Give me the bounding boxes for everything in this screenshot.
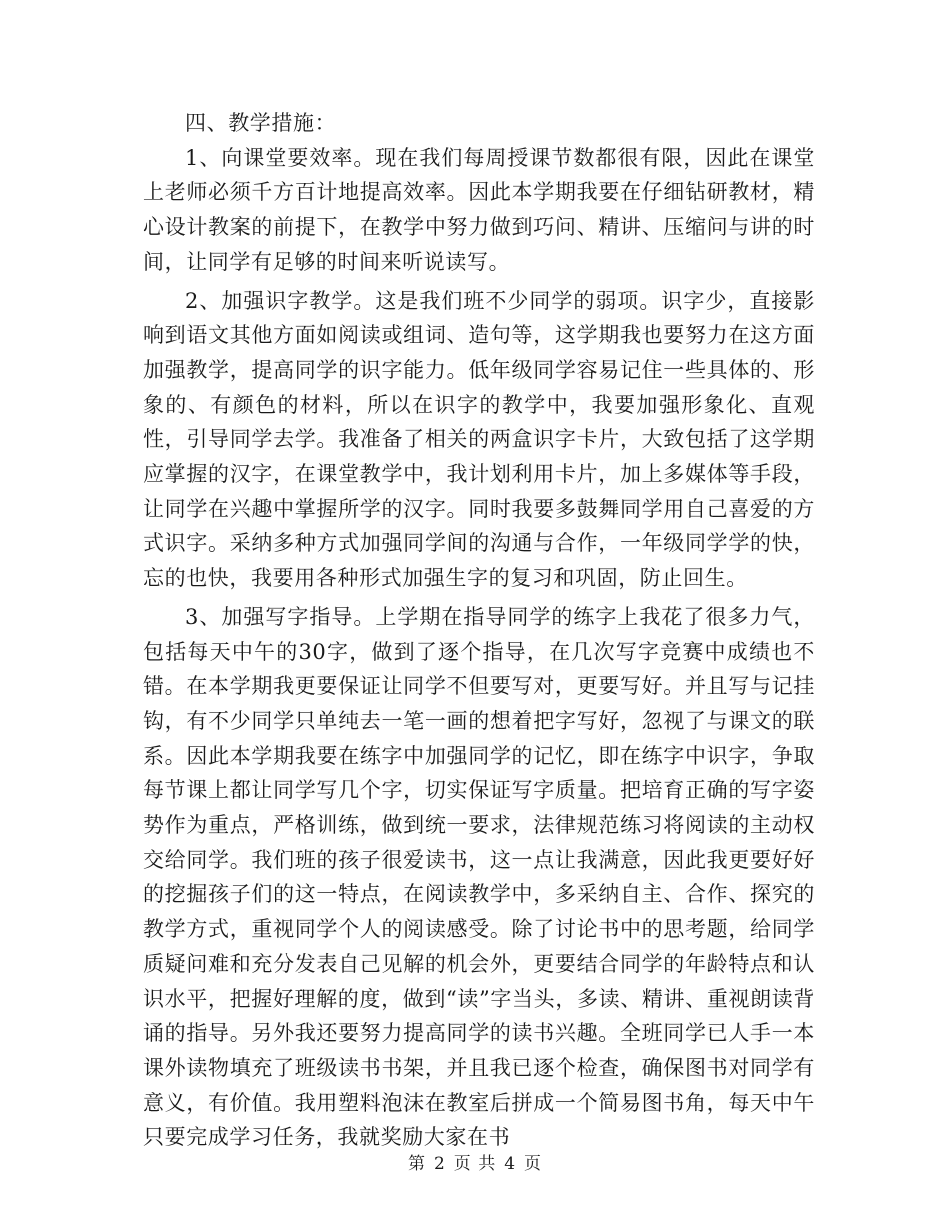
page-footer	[0, 1149, 950, 1174]
footer-middle: 页 共	[453, 1154, 497, 1174]
section-heading: 四、教学措施：	[185, 111, 337, 135]
paragraph-1: 1、向课堂要效率。现在我们每周授课节数都很有限，因此在课堂上老师必须千方百计地提高效率。因此本学期我要在仔细钻研教材，精心设计教案的前提下，在教学中努力做到巧问、精讲、压缩问与讲的时间，让同学有足够的时间来听说读写。	[143, 145, 815, 274]
footer-suffix: 页	[524, 1154, 543, 1174]
document-body	[143, 106, 815, 1155]
footer-prefix: 第	[407, 1154, 426, 1174]
paragraph-3: 3、加强写字指导。上学期在指导同学的练字上我花了很多力气，包括每天中午的30字，做到了逐个指导，在几次写字竞赛中成绩也不错。在本学期我更要保证让同学不但要写对，更要写好。并且写与记挂钩，有不少同学只单纯去一笔一画的想着把字写好，忽视了与课文的联系。因此本学期我要在练字中加强同学的记忆，即在练字中识字，争取每节课上都让同学写几个字，切实保证写字质量。把培育正确的写字姿势作为重点，严格训练，做到统一要求，法律规范练习将阅读的主动权交给同学。我们班的孩子很爱读书，这一点让我满意，因此我更要好好的挖掘孩子们的这一特点，在阅读教学中，多采纳自主、合作、探究的教学方式，重视同学个人的阅读感受。除了讨论书中的思考题，给同学质疑问难和充分发表自己见解的机会外，更要结合同学的年龄特点和认识水平，把握好理解的度，做到“读”字当头，多读、精讲、重视朗读背诵的指导。另外我还要努力提高同学的读书兴趣。全班同学已人手一本课外读物填充了班级读书书架，并且我已逐个检查，确保图书对同学有意义，有价值。我用塑料泡沫在教室后拼成一个简易图书角，每天中午只要完成学习任务，我就奖励大家在书	[143, 604, 815, 1150]
footer-page-number: 2	[433, 1154, 446, 1174]
paragraph-2: 2、加强识字教学。这是我们班不少同学的弱项。识字少，直接影响到语文其他方面如阅读或组词、造句等，这学期我也要努力在这方面加强教学，提高同学的识字能力。低年级同学容易记住一些具体的、形象的、有颜色的材料，所以在识字的教学中，我要加强形象化、直观性，引导同学去学。我准备了相关的两盒识字卡片，大致包括了这学期应掌握的汉字，在课堂教学中，我计划利用卡片，加上多媒体等手段，让同学在兴趣中掌握所学的汉字。同时我要多鼓舞同学用自己喜爱的方式识字。采纳多种方式加强同学间的沟通与合作，一年级同学学的快，忘的也快，我要用各种形式加强生字的复习和巩固，防止回生。	[143, 288, 815, 591]
footer-total-pages: 4	[504, 1154, 517, 1174]
